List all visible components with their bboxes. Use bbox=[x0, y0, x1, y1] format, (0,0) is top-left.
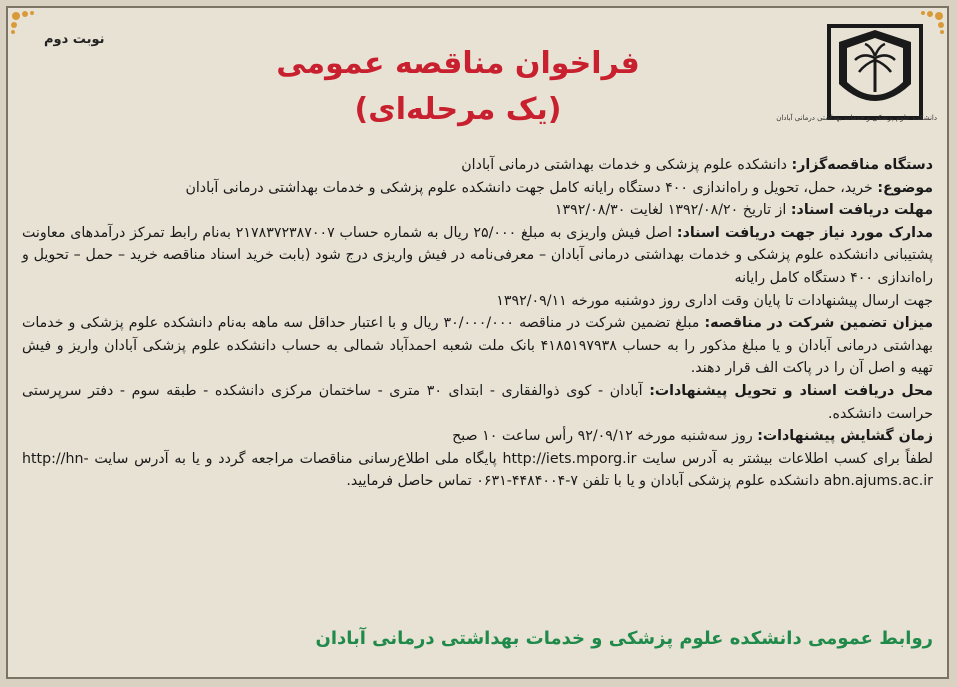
location-value: آبادان - کوی ذوالفقاری - ابتدای ۳۰ متری - ساختمان مرکزی دانشکده - طبقه سوم - دفتر سرپرستی حراست دانشکده. bbox=[22, 382, 933, 422]
corner-ornament-left bbox=[8, 8, 42, 42]
subject-line bbox=[22, 177, 933, 200]
info-text-2: پایگاه ملی اطلاع‌رسانی مناقصات مراجعه گردد و یا به آدرس سایت bbox=[94, 450, 497, 467]
tender-notice bbox=[6, 6, 949, 679]
round-label: نوبت دوم bbox=[44, 32, 105, 47]
docs-value: اصل فیش واریزی به مبلغ ۲۵/۰۰۰ ریال به شماره حساب ۲۱۷۸۳۷۲۳۸۷۰۰۷ به‌نام رابط تمرکز درآمدهای معاونت پشتیبانی دانشکده علوم پزشکی و خدمات بهداشتی درمانی آبادان – معرفی‌نامه در فیش واریزی درج شود (بابت خرید اسناد مناقصه خرید – حمل – تحویل و راه‌اندازی ۴۰۰ دستگاه کامل رایانه bbox=[22, 224, 933, 286]
deadline-label: مهلت دریافت اسناد: bbox=[790, 202, 933, 219]
notice-body bbox=[22, 154, 933, 493]
opening-label: زمان گشایش پیشنهادات: bbox=[757, 428, 933, 445]
public-relations-signature: روابط عمومی دانشکده علوم پزشکی و خدمات بهداشتی درمانی آبادان bbox=[315, 628, 933, 649]
org-value: دانشکده علوم پزشکی و خدمات بهداشتی درمانی آبادان bbox=[461, 157, 787, 173]
guarantee-label: میزان تضمین شرکت در مناقصه: bbox=[704, 315, 934, 332]
notice-subtitle: (یک مرحله‌ای) bbox=[354, 92, 562, 127]
opening-value: روز سه‌شنبه مورخه ۹۲/۰۹/۱۲ رأس ساعت ۱۰ صبح bbox=[452, 428, 753, 445]
docs-line bbox=[22, 222, 933, 290]
info-link-ajums[interactable]: http://hn-abn.ajums.ac.ir bbox=[22, 450, 933, 490]
logo-caption: دانشکده علوم پزشکی و خدمات بهداشتی درمانی آبادان bbox=[776, 114, 937, 122]
deadline-line bbox=[22, 199, 933, 222]
submit-line bbox=[22, 290, 933, 313]
location-label: محل دریافت اسناد و تحویل پیشنهادات: bbox=[649, 382, 934, 399]
info-link-iets[interactable]: http://iets.mporg.ir bbox=[502, 450, 637, 467]
guarantee-value: مبلغ تضمین شرکت در مناقصه ۳۰/۰۰۰/۰۰۰ ریال و با اعتبار حداقل سه ماهه به‌نام دانشکده علوم پزشکی و خدمات بهداشتی درمانی آبادان و یا مبلغ مذکور را به حساب ۴۱۸۵۱۹۷۹۳۸ بانک ملت شعبه احمدآباد شمالی به حساب دانشکده علوم پزشکی آبادان واریز و فیش تهیه و اصل آن را در پاکت الف قرار دهند. bbox=[22, 315, 933, 377]
submit-value: جهت ارسال پیشنهادات تا پایان وقت اداری روز دوشنبه مورخه ۱۳۹۲/۰۹/۱۱ bbox=[496, 292, 933, 309]
docs-label: مدارک مورد نیاز جهت دریافت اسناد: bbox=[676, 224, 933, 241]
deadline-value: از تاریخ ۱۳۹۲/۰۸/۲۰ لغایت ۱۳۹۲/۰۸/۳۰ bbox=[554, 202, 787, 219]
opening-line bbox=[22, 425, 933, 448]
university-logo-icon bbox=[825, 22, 925, 128]
org-line bbox=[22, 154, 933, 177]
info-text-1: لطفاً برای کسب اطلاعات بیشتر به آدرس سایت bbox=[642, 450, 933, 467]
info-line bbox=[22, 448, 933, 493]
notice-title: فراخوان مناقصه عمومی bbox=[276, 46, 640, 81]
subject-value: خرید، حمل، تحویل و راه‌اندازی ۴۰۰ دستگاه رایانه کامل جهت دانشکده علوم پزشکی و خدمات بهداشتی درمانی آبادان bbox=[185, 179, 873, 196]
subject-label: موضوع: bbox=[877, 179, 933, 196]
info-text-3: دانشکده علوم پزشکی آبادان و یا با تلفن ۷-۴۴۸۴۰۰۴-۰۶۳۱ تماس حاصل فرمایید. bbox=[346, 473, 820, 490]
org-label: دستگاه مناقصه‌گزار: bbox=[791, 157, 933, 173]
guarantee-line bbox=[22, 312, 933, 380]
location-line bbox=[22, 380, 933, 425]
